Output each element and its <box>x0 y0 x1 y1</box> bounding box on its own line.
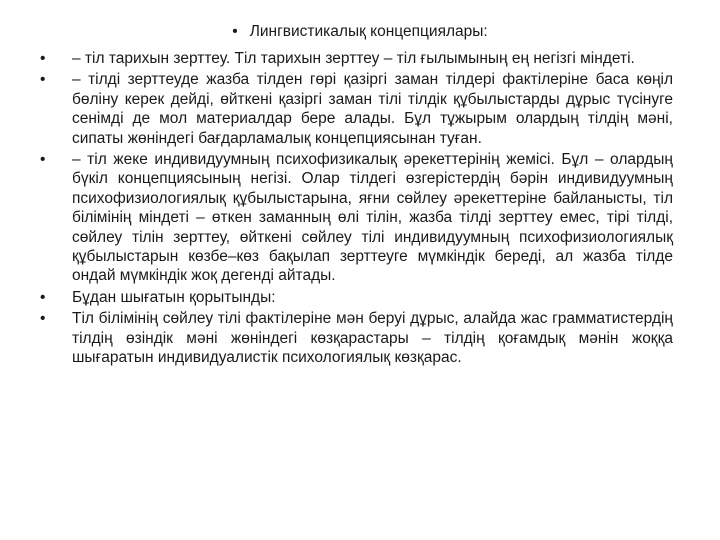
bullet-dot: • <box>40 151 46 169</box>
bullet-text: – тіл тарихын зерттеу. Тіл тарихын зерттеу – тіл ғылымының ең негізгі міндеті. <box>72 50 635 67</box>
bullet-text: Тіл білімінің сөйлеу тілі фактілеріне мән беруі дұрыс, алайда жас грамматистердің тілдің өзіндік мәні жөніндегі көзқарастары – тілдің қоғамдық мәнін жоққа шығаратын индивидуалистік психологиялық көзқарас. <box>72 310 673 367</box>
bullet-dot: • <box>40 50 46 67</box>
heading-bullet: • <box>232 23 238 40</box>
bullet-dot: • <box>40 288 46 306</box>
bullet-dot: • <box>40 310 46 328</box>
heading-text: Лингвистикалық концепциялары: <box>249 23 488 40</box>
bullet-text: – тіл жеке индивидуумның психофизикалық әрекеттерінің жемісі. Бұл – олардың бүкіл концепциясының негізі. Олар тілдегі өзгерістердің бәрін индивидуумның психофизиологиялық құбылыстарына, яғни сөйлеу әрекеттеріне байланысты, тіл білімінің міндеті – өткен заманның өлі тілін, жазба тілді зерттеу емес, тірі тілді, сөйлеу тілін зерттеу, өйткені сөйлеу тілі индивидуумның психофизиологиялық құбылыстарын көзбе–көз бақылап зерттеуге мүмкіндік береді, ал жазба тілде ондай мүмкіндік жоқ дегенді айтады. <box>72 151 673 285</box>
bullet-text: Бұдан шығатын қорытынды: <box>72 288 276 306</box>
bullet-dot: • <box>40 71 46 89</box>
bullet-item <box>40 309 673 367</box>
bullet-item <box>40 288 673 307</box>
bullet-item <box>40 70 673 148</box>
bullet-text: – тілді зерттеуде жазба тілден гөрі қазіргі заман тілдері фактілеріне баса көңіл бөліну керек дейді, өйткені қазіргі заман тілі тілдік құбылыстарды дұрыс түсінуге сенімді де мол материалдар бере алады. Бұл тұжырым олардың тілдің мәні, сипаты жөніндегі бағдарламалық концепциясынан туған. <box>72 71 673 147</box>
bullet-item <box>40 150 673 286</box>
bullet-list <box>40 49 673 370</box>
slide-heading <box>0 22 720 42</box>
bullet-item <box>40 49 673 68</box>
